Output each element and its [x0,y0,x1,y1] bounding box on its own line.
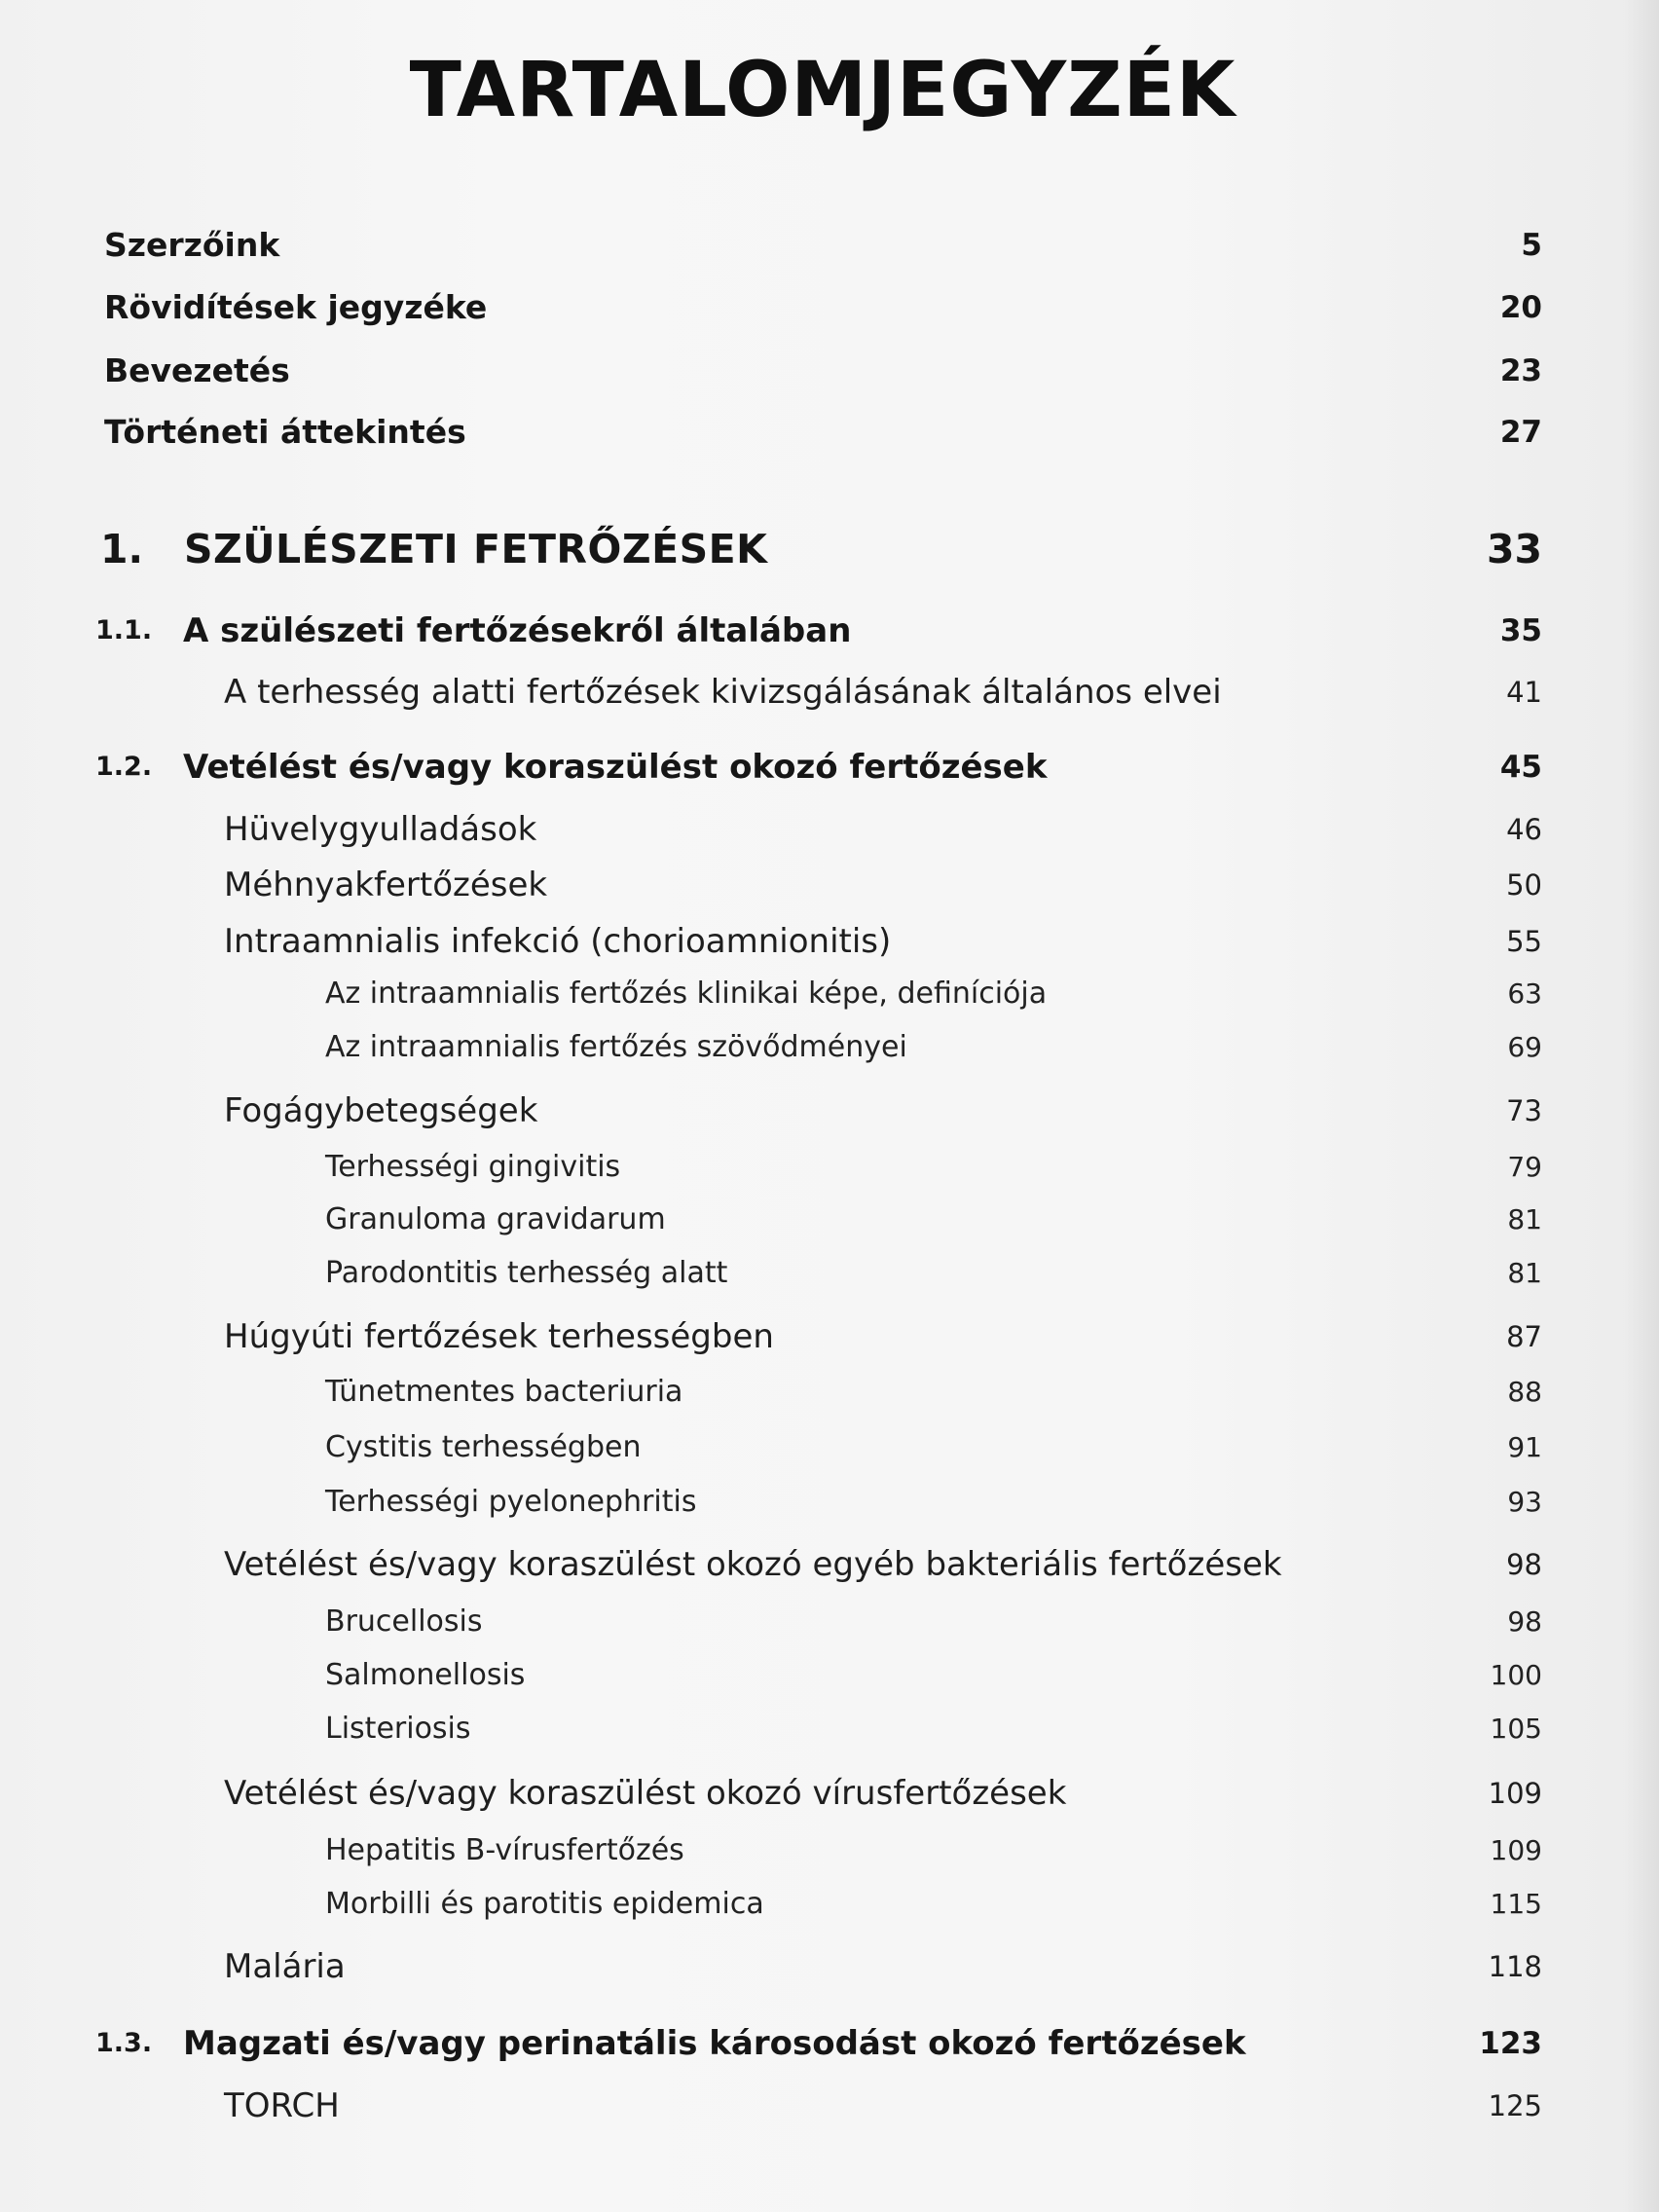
toc-entry-label: SZÜLÉSZETI FETRŐZÉSEK [184,526,768,572]
toc-entry [0,1419,1659,1477]
toc-entry-page-number: 123 [1479,2026,1542,2061]
toc-entry-label: Terhességi pyelonephritis [325,1485,697,1519]
toc-entry [0,1764,1659,1823]
toc-entry [0,2014,1659,2073]
toc-entry-label: Intraamnialis infekció (chorioamnionitis) [224,922,892,961]
toc-entry [0,1244,1659,1303]
toc-entry-label: Parodontitis terhesség alatt [325,1256,728,1290]
toc-entry [0,2077,1659,2135]
toc-entry [0,1308,1659,1366]
toc-entry-page-number: 81 [1507,1257,1542,1289]
toc-entry-label: Brucellosis [325,1604,483,1639]
toc-entry-label: Morbilli és parotitis epidemica [325,1887,764,1921]
toc-entry-label: Hepatitis B-vírusfertőzés [325,1833,684,1867]
toc-entry-number: 1.2. [95,752,153,782]
toc-entry-page-number: 115 [1490,1888,1542,1920]
toc-entry-page-number: 63 [1507,977,1542,1010]
toc-entry-label: Az intraamnialis fertőzés klinikai képe, definíciója [325,977,1048,1011]
toc-entry [0,1138,1659,1197]
toc-entry-label: Malária [224,1947,346,1986]
toc-entry-label: Tünetmentes bacteriuria [325,1375,683,1409]
toc-entry-page-number: 23 [1499,353,1542,388]
toc-entry-page-number: 105 [1490,1713,1542,1745]
toc-entry-page-number: 118 [1488,1950,1542,1983]
page-edge-shadow [1624,0,1659,2212]
toc-entry [0,602,1659,660]
toc-entry-label: Húgyúti fertőzések terhességben [224,1317,774,1356]
toc-entry-page-number: 69 [1507,1031,1542,1063]
toc-entry-label: Listeriosis [325,1712,471,1746]
toc-entry-page-number: 50 [1506,868,1542,902]
toc-entry-page-number: 45 [1499,750,1542,785]
toc-entry-page-number: 125 [1488,2089,1542,2122]
toc-entry-page-number: 27 [1499,415,1542,450]
toc-entry [0,1700,1659,1758]
toc-entry-label: Cystitis terhességben [325,1430,642,1464]
toc-entry [0,1822,1659,1880]
toc-entry-label: Az intraamnialis fertőzés szövődményei [325,1030,907,1064]
toc-entry-page-number: 46 [1506,813,1542,846]
toc-entry-page-number: 81 [1507,1203,1542,1235]
toc-entry [0,912,1659,971]
toc-entry-label: Salmonellosis [325,1658,526,1692]
toc-entry [0,520,1659,578]
toc-entry-label: Vetélést és/vagy koraszülést okozó fertőzések [183,748,1048,787]
toc-entry-page-number: 93 [1507,1486,1542,1518]
toc-entry-label: Granuloma gravidarum [325,1202,666,1236]
toc-entry-label: Vetélést és/vagy koraszülést okozó vírusfertőzések [224,1774,1067,1813]
page-title: TARTALOMJEGYZÉK [409,47,1236,134]
toc-entry-page-number: 55 [1506,925,1542,958]
toc-entry [0,800,1659,859]
toc-entry-page-number: 109 [1490,1834,1542,1866]
toc-entry-page-number: 20 [1499,290,1542,325]
toc-entry [0,342,1659,400]
toc-entry-page-number: 98 [1506,1548,1542,1581]
toc-entry [0,856,1659,914]
toc-entry-page-number: 41 [1506,676,1542,709]
toc-entry [0,1593,1659,1651]
toc-entry-page-number: 73 [1506,1094,1542,1127]
toc-entry-page-number: 87 [1506,1320,1542,1353]
toc-entry-label: Szerzőink [104,226,280,264]
toc-entry-label: Méhnyakfertőzések [224,866,548,904]
toc-entry-label: Fogágybetegségek [224,1091,538,1130]
toc-entry [0,738,1659,796]
toc-entry-label: Rövidítések jegyzéke [104,288,488,326]
toc-entry-page-number: 91 [1507,1431,1542,1463]
toc-entry [0,403,1659,461]
toc-entry [0,1363,1659,1421]
toc-entry-number: 1.3. [95,2028,153,2058]
toc-entry [0,1937,1659,1996]
toc-entry-number: 1.1. [95,615,153,645]
toc-entry-number: 1. [100,526,144,572]
toc-entry [0,278,1659,337]
toc-entry-label: A terhesség alatti fertőzések kivizsgálásának általános elvei [224,673,1222,712]
toc-entry-page-number: 109 [1488,1777,1542,1810]
toc-entry-page-number: 35 [1499,613,1542,648]
toc-entry [0,1191,1659,1249]
toc-entry-label: Hüvelygyulladások [224,810,537,849]
toc-entry [0,1082,1659,1140]
toc-entry-label: Történeti áttekintés [104,413,466,451]
toc-entry-page-number: 98 [1507,1605,1542,1638]
toc-entry-label: Vetélést és/vagy koraszülést okozó egyéb bakteriális fertőzések [224,1545,1282,1584]
toc-entry-label: A szülészeti fertőzésekről általában [183,611,852,650]
toc-entry-page-number: 5 [1521,228,1542,263]
toc-entry [0,1535,1659,1594]
toc-entry-page-number: 33 [1486,526,1542,572]
toc-entry-page-number: 79 [1507,1151,1542,1183]
toc-entry-label: TORCH [224,2086,340,2125]
toc-entry-label: Bevezetés [104,351,290,389]
toc-entry-page-number: 88 [1507,1376,1542,1408]
toc-entry [0,1018,1659,1077]
toc-entry [0,1875,1659,1934]
toc-entry-label: Terhességi gingivitis [325,1150,621,1184]
toc-entry [0,216,1659,275]
toc-entry [0,1646,1659,1705]
toc-entry-label: Magzati és/vagy perinatális károsodást okozó fertőzések [183,2024,1246,2063]
toc-entry-page-number: 100 [1490,1659,1542,1691]
toc-entry [0,965,1659,1023]
toc-entry [0,1473,1659,1531]
toc-entry [0,663,1659,721]
